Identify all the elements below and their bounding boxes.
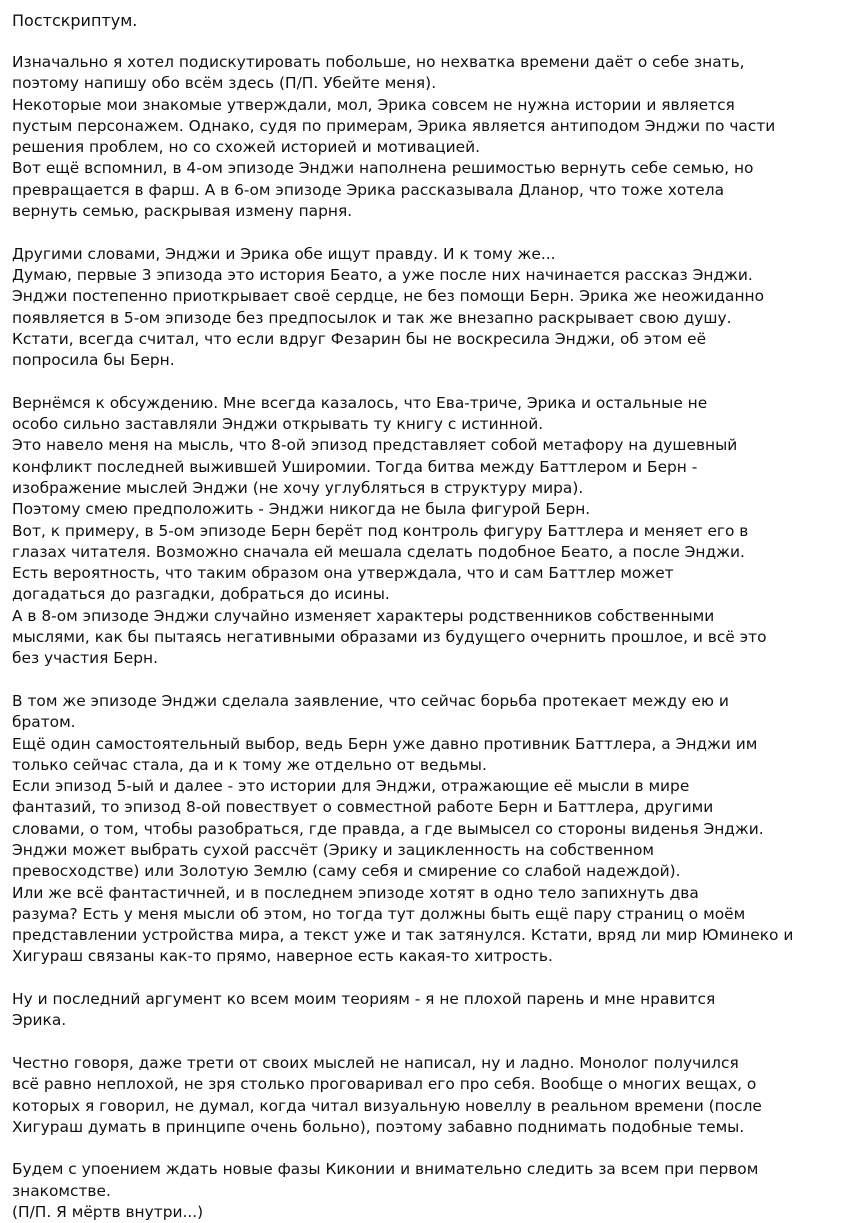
text-line: Или же всё фантастичней, и в последнем эпизоде хотят в одно тело запихнуть два bbox=[12, 883, 699, 902]
paragraph-gap bbox=[12, 1032, 848, 1053]
paragraph bbox=[12, 989, 848, 1032]
paragraph bbox=[12, 1053, 848, 1138]
text-line: Другими словами, Энджи и Эрика обе ищут правду. И к тому же... bbox=[12, 244, 556, 263]
text-line: без участия Берн. bbox=[12, 649, 159, 668]
text-line: Ну и последний аргумент ко всем моим теориям - я не плохой парень и мне нравится bbox=[12, 990, 716, 1009]
text-line: разума? Есть у меня мысли об этом, но тогда тут должны быть ещё пару страниц о моём bbox=[12, 904, 746, 923]
text-line: Это навело меня на мысль, что 8-ой эпизод представляет собой метафору на душевный bbox=[12, 436, 738, 455]
text-line: превосходстве) или Золотую Землю (саму себя и смирение со слабой надеждой). bbox=[12, 862, 681, 881]
text-line: Вот ещё вспомнил, в 4-ом эпизоде Энджи наполнена решимостью вернуть себе семью, но bbox=[12, 159, 754, 178]
paragraph bbox=[12, 244, 848, 372]
text-line: словами, о том, чтобы разобраться, где правда, а где вымысел со стороны виденья Энджи. bbox=[12, 819, 764, 838]
text-line: пустым персонажем. Однако, судя по примерам, Эрика является антиподом Энджи по части bbox=[12, 116, 776, 135]
text-line: конфликт последней выжившей Уширомии. Тогда битва между Баттлером и Берн - bbox=[12, 457, 698, 476]
paragraph-gap bbox=[12, 968, 848, 989]
text-line: Вернёмся к обсуждению. Мне всегда казалось, что Ева-триче, Эрика и остальные не bbox=[12, 393, 708, 412]
text-line: Есть вероятность, что таким образом она утверждала, что и сам Баттлер может bbox=[12, 564, 674, 583]
text-line: только сейчас стала, да и к тому же отдельно от ведьмы. bbox=[12, 755, 487, 774]
text-line: представлении устройства мира, а текст уже и так затянулся. Кстати, вряд ли мир Юминеко и bbox=[12, 926, 794, 945]
text-line: Изначально я хотел подискутировать побольше, но нехватка времени даёт о себе знать, bbox=[12, 53, 745, 71]
paragraph-gap bbox=[12, 1138, 848, 1159]
text-line: Энджи может выбрать сухой рассчёт (Эрику и зацикленность на собственном bbox=[12, 840, 655, 859]
text-line: А в 8-ом эпизоде Энджи случайно изменяет характеры родственников собственными bbox=[12, 606, 715, 625]
text-line: особо сильно заставляли Энджи открывать ту книгу с истинной. bbox=[12, 415, 544, 434]
text-line: мыслями, как бы пытаясь негативными образами из будущего очернить прошлое, и всё это bbox=[12, 628, 767, 647]
text-line: вернуть семью, раскрывая измену парня. bbox=[12, 202, 353, 221]
text-line: попросила бы Берн. bbox=[12, 351, 175, 370]
text-line: Поэтому смею предположить - Энджи никогда не была фигурой Берн. bbox=[12, 500, 591, 519]
text-line: Некоторые мои знакомые утверждали, мол, Эрика совсем не нужна истории и является bbox=[12, 95, 735, 114]
paragraph bbox=[12, 691, 848, 968]
text-line: решения проблем, но со схожей историей и мотивацией. bbox=[12, 138, 481, 157]
text-line: появляется в 5-ом эпизоде без предпосылок и так же внезапно раскрывает свою душу. bbox=[12, 308, 732, 327]
text-line: братом. bbox=[12, 713, 76, 732]
text-line: превращается в фарш. А в 6-ом эпизоде Эрика рассказывала Дланор, что тоже хотела bbox=[12, 180, 725, 199]
document-body bbox=[12, 52, 848, 1223]
paragraph bbox=[12, 1159, 848, 1223]
text-line: догадаться до разгадки, добраться до исины. bbox=[12, 585, 390, 604]
text-line: В том же эпизоде Энджи сделала заявление, что сейчас борьба протекает между ею и bbox=[12, 691, 729, 710]
paragraph-gap bbox=[12, 670, 848, 691]
text-line: Вот, к примеру, в 5-ом эпизоде Берн берёт под контроль фигуру Баттлера и меняет его в bbox=[12, 521, 749, 540]
text-line: Кстати, всегда считал, что если вдруг Фезарин бы не воскресила Энджи, об этом её bbox=[12, 329, 707, 348]
text-line: Думаю, первые 3 эпизода это история Беато, а уже после них начинается рассказ Энджи. bbox=[12, 265, 753, 284]
text-line: поэтому напишу обо всём здесь (П/П. Убейте меня). bbox=[12, 74, 437, 93]
text-line: Эрика. bbox=[12, 1011, 67, 1030]
text-line: изображение мыслей Энджи (не хочу углубляться в структуру мира). bbox=[12, 478, 584, 497]
text-line: Честно говоря, даже трети от своих мыслей не написал, ну и ладно. Монолог получился bbox=[12, 1053, 739, 1072]
page-title: Постскриптум. bbox=[12, 11, 138, 30]
text-line: Если эпизод 5-ый и далее - это истории для Энджи, отражающие её мысли в мире bbox=[12, 777, 690, 796]
paragraph bbox=[12, 393, 848, 670]
text-line: Энджи постепенно приоткрывает своё сердце, не без помощи Берн. Эрика же неожиданно bbox=[12, 287, 764, 306]
paragraph-gap bbox=[12, 222, 848, 243]
text-line: (П/П. Я мёртв внутри...) bbox=[12, 1203, 204, 1222]
paragraph-gap bbox=[12, 371, 848, 392]
text-line: глазах читателя. Возможно сначала ей мешала сделать подобное Беато, а после Энджи. bbox=[12, 542, 745, 561]
text-line: фантазий, то эпизод 8-ой повествует о совместной работе Берн и Баттлера, другими bbox=[12, 798, 714, 817]
paragraph bbox=[12, 52, 848, 222]
text-line: знакомстве. bbox=[12, 1181, 111, 1200]
text-line: всё равно неплохой, не зря столько проговаривал его про себя. Вообще о многих вещах, о bbox=[12, 1075, 757, 1094]
text-line: Будем с упоением ждать новые фазы Киконии и внимательно следить за всем при первом bbox=[12, 1160, 759, 1179]
text-line: Хигураш думать в принципе очень больно), поэтому забавно поднимать подобные темы. bbox=[12, 1117, 745, 1136]
text-line: Хигураш связаны как-то прямо, наверное есть какая-то хитрость. bbox=[12, 947, 553, 966]
text-line: которых я говорил, не думал, когда читал визуальную новеллу в реальном времени (после bbox=[12, 1096, 762, 1115]
text-line: Ещё один самостоятельный выбор, ведь Берн уже давно противник Баттлера, а Энджи им bbox=[12, 734, 758, 753]
